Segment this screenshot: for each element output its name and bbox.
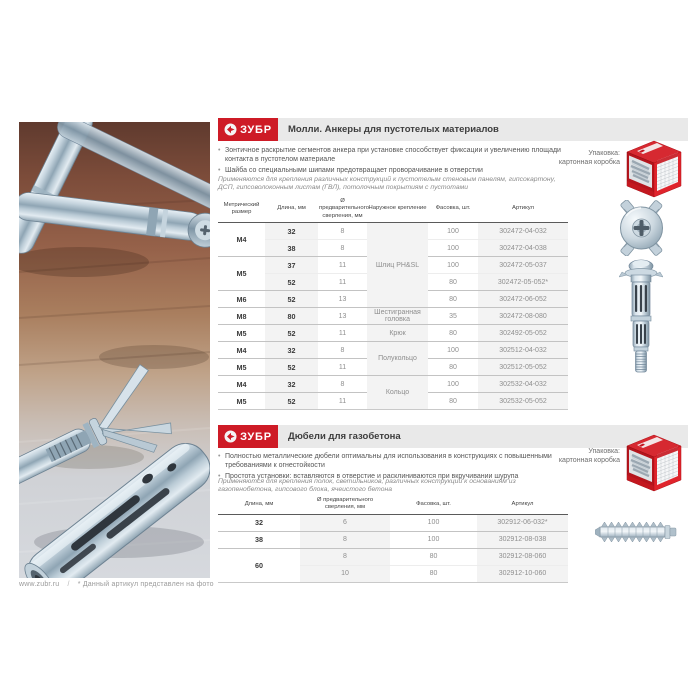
table-cell: 80 [428, 359, 478, 376]
table-cell: 100 [428, 257, 478, 274]
table-cell: 8 [318, 376, 367, 393]
section-header-dowels [218, 425, 688, 448]
molly-anchor-side-image [619, 258, 663, 376]
footer [19, 581, 214, 588]
table-cell: 52 [265, 291, 318, 308]
packaging-info [538, 448, 620, 465]
table-cell: Кольцо [367, 376, 428, 410]
table-cell: 11 [318, 257, 367, 274]
table-cell: 6 [300, 514, 390, 531]
table-cell: 100 [428, 240, 478, 257]
table-cell: 52 [265, 359, 318, 376]
carton-box-image [623, 138, 685, 198]
gas-concrete-dowels-table [218, 495, 568, 583]
table-cell: 32 [265, 223, 318, 240]
table-cell: 302472-04-032 [478, 223, 568, 240]
section-title: Дюбели для газобетона [288, 431, 401, 442]
table-cell: 302472-05-037 [478, 257, 568, 274]
table-cell: 13 [318, 308, 367, 325]
table-cell: 8 [318, 342, 367, 359]
table-cell: 80 [428, 325, 478, 342]
packaging-value: картонная коробка [558, 158, 620, 166]
table-cell: 100 [390, 531, 477, 548]
product-photo [19, 122, 210, 578]
table-cell: М5 [218, 359, 265, 376]
table-cell: 302472-05-052* [478, 274, 568, 291]
washer-top-view-image [615, 200, 668, 256]
feature-list [218, 146, 566, 176]
table-cell: 302912-08-038 [477, 531, 568, 548]
packaging-label: Упаковка: [588, 150, 620, 157]
column-header: Ø предварительного сверления, мм [318, 196, 367, 223]
table-cell: 11 [318, 359, 367, 376]
table-cell: 302512-04-032 [478, 342, 568, 359]
application-note: Применяются для крепления различных конструкций к пустотелым стеновым панелям, гипсокартону, ДСП, гипсоволоконным листам (ГВЛ), потолочным покрытиям с пустотами [218, 176, 556, 192]
packaging-value: картонная коробка [558, 456, 620, 464]
table-cell: 80 [428, 291, 478, 308]
table-row [218, 308, 568, 325]
table-cell: М8 [218, 308, 265, 325]
table-cell: 80 [265, 308, 318, 325]
table-cell: 302472-06-052 [478, 291, 568, 308]
table-cell: Крюк [367, 325, 428, 342]
table-cell: 302912-10-060 [477, 565, 568, 582]
table-cell: М5 [218, 393, 265, 410]
application-note: Применяются для крепления полок, светильников, различных конструкций к основаниям из газопенобетона, гипсового блока, ячеистого бетона [218, 478, 516, 494]
table-cell: Шлиц PH&SL [367, 223, 428, 308]
table-cell: 32 [255, 518, 263, 528]
table-cell: 302912-08-060 [477, 548, 568, 565]
table-row [218, 342, 568, 359]
footer-note: * Данный артикул представлен на фото [77, 581, 214, 588]
column-header: Длина, мм [265, 196, 318, 223]
table-cell: 8 [300, 548, 390, 565]
footer-site: www.zubr.ru [19, 581, 60, 588]
brand-name: ЗУБР [240, 123, 272, 136]
table-cell: М4 [236, 235, 247, 245]
table-cell: 37 [265, 257, 318, 274]
zubr-gear-arrow-icon [224, 123, 237, 136]
table-cell: 80 [428, 393, 478, 410]
column-header: Артикул [477, 495, 568, 514]
feature-bullet: • Простота установки: вставляются в отверстие и расклиниваются при вкручивании шурупа [218, 472, 566, 481]
table-cell: 302912-06-032* [477, 514, 568, 531]
column-header: Фасовка, шт. [390, 495, 477, 514]
table-cell: 80 [428, 274, 478, 291]
table-cell: 100 [428, 342, 478, 359]
table-cell: М4 [218, 376, 265, 393]
table-cell: М4 [218, 342, 265, 359]
table-cell: Полукольцо [367, 342, 428, 376]
table-cell: 302512-05-052 [478, 359, 568, 376]
table-cell: 38 [265, 240, 318, 257]
carton-box-image [623, 432, 685, 492]
table-cell: 302472-04-038 [478, 240, 568, 257]
table-cell: 52 [265, 393, 318, 410]
zubr-gear-arrow-icon [224, 430, 237, 443]
feature-bullet: • Шайба со специальными шипами предотвращает проворачивание в отверстии [218, 166, 566, 175]
feature-bullet: • Полностью металлические дюбели оптимальны для использования в конструкциях с повышенными требованиями к огнестойкости [218, 452, 566, 471]
table-cell: 302532-04-032 [478, 376, 568, 393]
table-cell: Шестигранная головка [367, 308, 428, 325]
table-cell: 302492-05-052 [478, 325, 568, 342]
zubr-logo [218, 425, 278, 448]
table-cell: 11 [318, 393, 367, 410]
molly-anchors-table [218, 196, 568, 410]
table-cell: 8 [318, 240, 367, 257]
table-cell: 52 [265, 325, 318, 342]
table-row [218, 223, 568, 240]
table-cell: 52 [265, 274, 318, 291]
brand-name: ЗУБР [240, 430, 272, 443]
table-cell: 60 [218, 548, 300, 582]
table-cell: 100 [428, 376, 478, 393]
table-row [218, 325, 568, 342]
column-header: Артикул [478, 196, 568, 223]
column-header: Наружное крепление [367, 196, 428, 223]
table-row [218, 548, 568, 565]
table-cell: 80 [390, 565, 477, 582]
table-cell: 11 [318, 325, 367, 342]
table-cell: 38 [218, 531, 300, 548]
packaging-label: Упаковка: [588, 448, 620, 455]
table-cell: 302532-05-052 [478, 393, 568, 410]
table-cell: 100 [427, 519, 440, 527]
table-cell: 8 [340, 227, 345, 235]
table-cell: 13 [318, 291, 367, 308]
table-cell: 35 [428, 308, 478, 325]
table-cell: 302472-08-080 [478, 308, 568, 325]
section-header-molly [218, 118, 688, 141]
table-cell: 100 [447, 227, 459, 235]
gas-concrete-dowel-image [595, 517, 678, 547]
table-cell: 10 [300, 565, 390, 582]
table-cell: М5 [218, 257, 265, 291]
table-header-row [218, 196, 568, 223]
table-header-row [218, 495, 568, 514]
table-row [218, 531, 568, 548]
table-cell: 8 [300, 531, 390, 548]
column-header: Фасовка, шт. [428, 196, 478, 223]
section-title: Молли. Анкеры для пустотелых материалов [288, 124, 499, 135]
packaging-info [538, 150, 620, 167]
table-row [218, 514, 568, 531]
column-header: Длина, мм [218, 495, 300, 514]
table-cell: 11 [318, 274, 367, 291]
zubr-logo [218, 118, 278, 141]
column-header: Ø предварительного сверления, мм [300, 495, 390, 514]
feature-bullet: • Зонтичное раскрытие сегментов анкера при установке способствует фиксации и увеличению площади контакта в пустотелом материале [218, 146, 566, 165]
table-cell: 32 [265, 376, 318, 393]
table-row [218, 376, 568, 393]
column-header: Метрический размер [218, 196, 265, 223]
table-cell: 32 [265, 342, 318, 359]
table-cell: М6 [218, 291, 265, 308]
table-cell: М5 [218, 325, 265, 342]
table-cell: 80 [390, 548, 477, 565]
footer-separator: / [67, 581, 70, 588]
